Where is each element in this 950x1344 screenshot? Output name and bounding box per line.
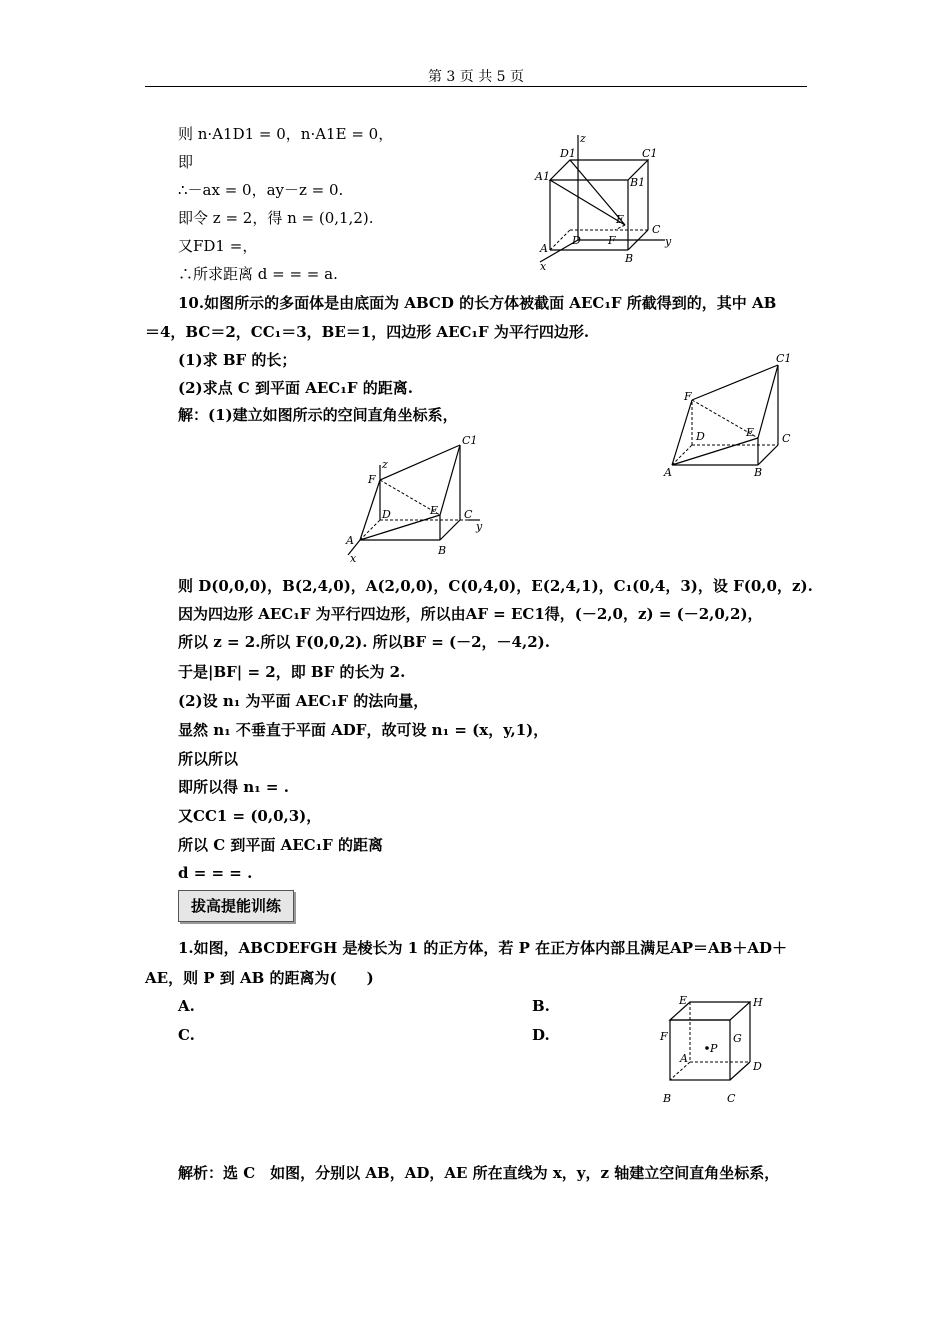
fig4-label-h: H [753,996,763,1009]
fig3-label-y: y [476,520,483,533]
fig4-label-c: C [727,1092,736,1105]
problem-1-line-2: AE，则 P 到 AB 的距离为( ) [145,969,374,987]
problem-1-line-1: 1.如图，ABCDEFGH 是棱长为 1 的正方体，若 P 在正方体内部且满足AP＝AB＋AD＋ [178,939,787,957]
figure-cube-axes [530,130,680,275]
fig1-label-z: z [580,132,586,145]
option-b: B. [532,997,550,1015]
solution-line-4: 于是|BF| = 2，即 BF 的长为 2. [178,663,406,681]
problem-10-line-2: ＝4，BC＝2，CC₁＝3，BE＝1，四边形 AEC₁F 为平行四边形. [145,323,590,341]
header-divider [145,86,807,87]
fig3-label-z: z [382,458,388,471]
fig1-label-b: B [625,252,634,265]
text-line-3: ∴－ax = 0，ay－z = 0. [178,181,344,199]
fig4-label-d: D [753,1060,762,1073]
analysis-line: 解析：选 C 如图，分别以 AB，AD，AE 所在直线为 x，y，z 轴建立空间直角坐标系， [178,1164,780,1182]
fig2-label-d: D [696,430,705,443]
fig4-label-b: B [663,1092,672,1105]
text-line-6: ∴所求距离 d = = = a. [178,265,338,283]
fig3-label-e: E [430,504,439,517]
solution-line-5: (2)设 n₁ 为平面 AEC₁F 的法向量， [178,692,429,710]
fig3-label-b: B [438,544,447,557]
solution-intro: 解：(1)建立如图所示的空间直角坐标系， [178,406,458,424]
text-line-5: 又FD1 =， [178,237,258,255]
option-a: A. [178,997,195,1015]
solution-line-11: d = = = . [178,864,253,882]
fig3-label-d: D [382,508,391,521]
fig1-label-c: C [652,223,661,236]
fig1-label-y: y [665,235,672,248]
fig1-label-a1: A1 [535,170,550,183]
fig2-label-e: E [746,426,755,439]
fig4-label-e: E [679,994,688,1007]
question-1: (1)求 BF 的长； [178,351,297,369]
solution-line-6: 显然 n₁ 不垂直于平面 ADF，故可设 n₁ = (x，y,1)， [178,721,549,739]
fig1-label-e: E [616,213,625,226]
figure-polyhedron-axes [340,430,490,565]
fig1-label-a: A [540,242,548,255]
fig1-label-c1: C1 [642,147,658,160]
fig1-label-d1: D1 [560,147,576,160]
page-header: 第 3 页 共 5 页 [427,69,525,85]
fig4-label-a: A [680,1052,688,1065]
fig3-label-x: x [350,552,357,565]
question-2: (2)求点 C 到平面 AEC₁F 的距离. [178,379,413,397]
figure-polyhedron [660,350,800,480]
option-d: D. [532,1026,550,1044]
fig2-label-f: F [684,390,692,403]
solution-line-7: 所以所以 [178,750,239,768]
fig3-label-c: C [464,508,473,521]
solution-line-9: 又CC1 = (0,0,3)， [178,807,322,825]
fig2-label-c: C [782,432,791,445]
text-line-2: 即 [178,153,194,171]
fig2-label-a: A [664,466,672,479]
fig3-label-f: F [368,473,376,486]
solution-line-2: 因为四边形 AEC₁F 为平行四边形，所以由AF = EC1得，(－2,0，z) = (－2,0,2)， [178,605,763,623]
solution-line-8: 即所以得 n₁ = . [178,778,289,796]
fig3-label-c1: C1 [462,434,478,447]
fig4-label-g: G [733,1032,742,1045]
fig1-label-d: D [572,234,581,247]
coords-line: 则 D(0,0,0)，B(2,4,0)，A(2,0,0)，C(0,4,0)，E(2,4,1)，C₁(0,4，3)，设 F(0,0，z). [178,577,813,595]
problem-10-line-1: 10.如图所示的多面体是由底面为 ABCD 的长方体被截面 AEC₁F 所截得到的，其中 AB [178,294,777,312]
fig4-label-p: P [710,1042,718,1055]
fig1-label-x: x [540,260,547,273]
fig1-label-b1: B1 [630,176,646,189]
text-line-1: 则 n·A1D1 = 0，n·A1E = 0， [178,125,394,143]
solution-line-10: 所以 C 到平面 AEC₁F 的距离 [178,836,384,854]
text-line-4: 即令 z = 2，得 n = (0,1,2). [178,209,374,227]
fig2-label-b: B [754,466,763,479]
solution-line-3: 所以 z = 2.所以 F(0,0,2). 所以BF = (－2，－4,2). [178,633,550,651]
figure-cube-abcdefgh [655,990,775,1110]
fig2-label-c1: C1 [776,352,792,365]
fig4-label-f: F [660,1030,668,1043]
fig1-label-f: F [608,234,616,247]
option-c: C. [178,1026,195,1044]
section-banner: 拔高提能训练 [178,890,294,922]
fig3-label-a: A [346,534,354,547]
